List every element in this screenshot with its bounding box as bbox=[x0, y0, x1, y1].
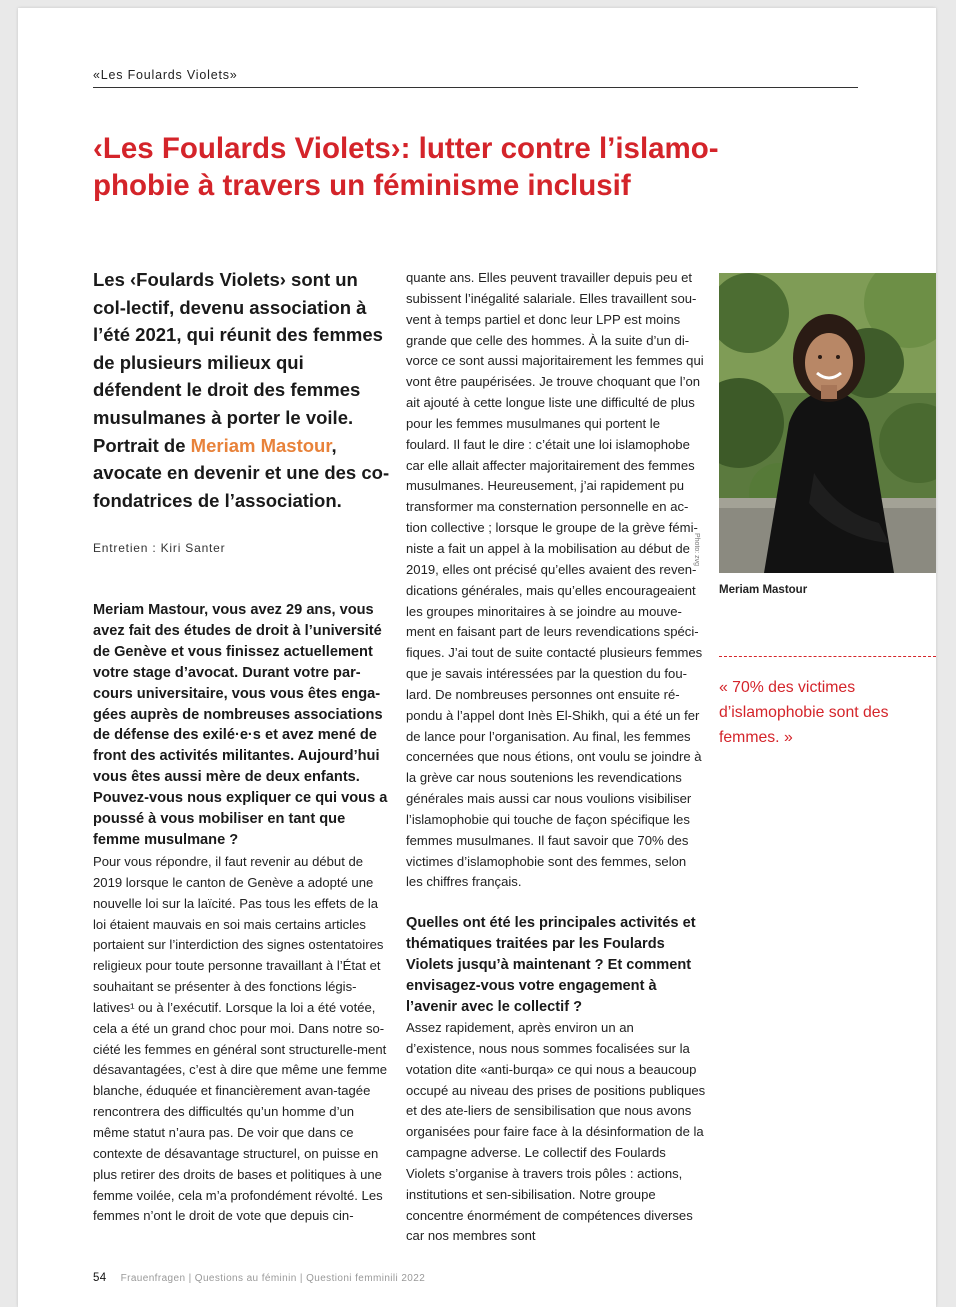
magazine-page bbox=[18, 8, 936, 1307]
interview-answer-1-column-1: Pour vous répondre, il faut revenir au début de 2019 lorsque le canton de Genève a adopté une nouvelle loi sur la laïcité. Pas tous les effets de la loi étaient mauvais en soi mais certains articles portaient sur l’interdiction des signes ostentatoires religieux pour toute personne travaillant à l’État et souhaitant se présenter à des fonctions légis-latives¹ ou à l’exécutif. Lorsque la loi a été votée, cela a été un grand choc pour moi. Dans notre so-ciété les femmes en général sont structurelle-ment désavantagées, c’est à dire que même une femme blanche, éduquée et financièrement avan-tagée rencontrera des difficultés qu’un homme d’un même statut n’aura pas. De voir que dans ce contexte de désavantage structurel, on puisse en plus retirer des droits de bases et politiques à une femme voilée, cela m’a profondément révolté. Les femmes n’ont le droit de vote que depuis cin- bbox=[93, 854, 388, 1224]
interview-question-1: Meriam Mastour, vous avez 29 ans, vous avez fait des études de droit à l’université de Genève et vous finissez actuellement votre stage d’avocat. Durant votre par-cours universitaire, vous vous êtes enga-gées auprès de nombreuses associations de défense des exilé·e·s et avez mené de front des activités militantes. Aujourd’hui vous êtes aussi mère de deux enfants. Pouvez-vous nous expliquer ce qui vous a poussé à vous mobiliser en tant que femme musulmane ? bbox=[93, 602, 388, 848]
interview-answer-1-column-2: quante ans. Elles peuvent travailler depuis peu et subissent l’inégalité salariale. Elles travaillent sou-vent à temps partiel et donc leur LPP est moins grande que celle des hommes. À la suite d’un di-vorce ce sont aussi majoritairement les femmes qui vont être paupérisées. Je trouve choquant que l’on ait ajouté à cette longue liste une difficulté de plus pour les femmes musulmanes qui portent le foulard. Il faut le dire : c’était une loi islamophobe car elle allait affecter majoritairement des femmes musulmanes. Heureusement, j’ai rapidement pu transformer ma consternation personnelle en ac-tion collective ; lorsque le groupe de la grève fémi-niste a fait un appel à la mobilisation au début de 2019, elles ont précisé qu’elles avaient des reven-dications générales, mais qu’elles encourageaient les groupes minoritaires à se joindre au mouve-ment en faisant part de leurs revendications spéci-fiques. J’ai tout de suite contacté plusieurs femmes que je savais intéressées par la question du fou-lard. De nombreuses personnes ont ensuite ré-pondu à l’appel dont Inès El-Shikh, qui a été un fer de lance pour l’organisation. Au final, les femmes concernées que nous étions, ont voulu se joindre à la grève car nous soutenions les revendications générales mais aussi car nous voulions visibiliser l’islamophobie qui touche de façon spécifique les femmes musulmanes. Il faut savoir que 70% des victimes d’islamophobie sont des femmes, selon les chiffres français. bbox=[406, 270, 704, 890]
lead-text: Les ‹Foulards Violets› sont un col-lectif, devenu association à l’été 2021, qui réunit des femmes de plusieurs milieux qui défendent le droit des femmes musulmanes à porter le voile. Portrait de bbox=[93, 269, 383, 456]
photo-caption: Meriam Mastour bbox=[719, 584, 808, 596]
publication-info: Frauenfragen | Questions au féminin | Questioni femminili 2022 bbox=[120, 1273, 426, 1284]
byline: Entretien : Kiri Santer bbox=[93, 541, 226, 555]
photo-credit: Photo: zvg bbox=[693, 533, 700, 567]
lead-text-end: , avocate en devenir et une des co-fondatrices de l’association. bbox=[93, 434, 390, 511]
interview-question-2: Quelles ont été les principales activités et thématiques traitées par les Foulards Violets jusqu’à maintenant ? Et comment envisagez-vous votre engagement à l’avenir avec le collectif ? bbox=[406, 915, 696, 1015]
interview-answer-2: Assez rapidement, après environ un an d’existence, nous nous sommes focalisées sur la votation dite «anti-burqa» ce qui nous a beaucoup occupé au niveau des prises de positions publiques et des ate-liers de sensibilisation que nous avons organisées pour faire face à la désinformation de la campagne adverse. Le collectif des Foulards Violets s’organise à travers trois pôles : actions, institutions et sen-sibilisation. Notre groupe concentre énormément de compétences diverses car nos membres sont bbox=[406, 1020, 706, 1244]
pullquote-divider bbox=[719, 656, 936, 657]
page-footer bbox=[93, 1272, 425, 1284]
lead-highlight-name: Meriam Mastour bbox=[190, 434, 332, 456]
portrait-illustration bbox=[719, 273, 936, 573]
page-number: 54 bbox=[93, 1272, 107, 1284]
pull-quote: « 70% des victimes d’islamophobie sont des femmes. » bbox=[719, 679, 889, 746]
article-title: ‹Les Foulards Violets›: lutter contre l’islamo-phobie à travers un féminisme inclusif bbox=[93, 132, 719, 202]
header-rule bbox=[93, 87, 858, 88]
running-head: «Les Foulards Violets» bbox=[93, 68, 238, 82]
portrait-photo bbox=[719, 273, 936, 573]
lead-paragraph bbox=[93, 266, 393, 514]
